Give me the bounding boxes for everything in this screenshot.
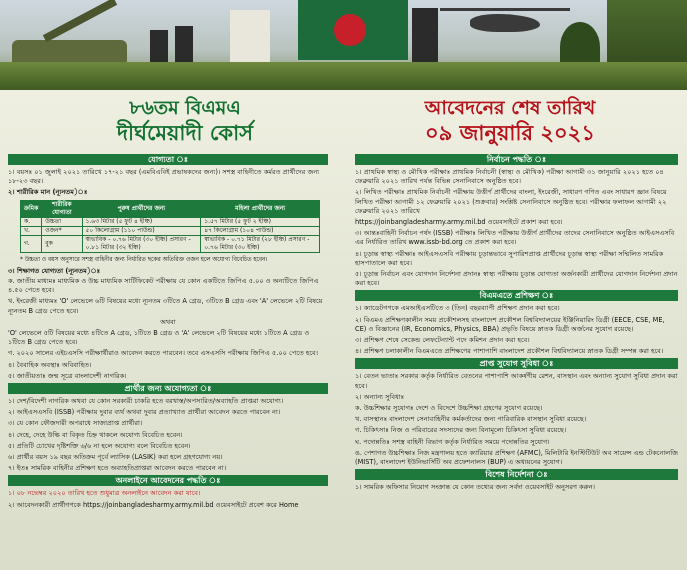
deadline-date: ০৯ জানুয়ারি ২০২১ (425, 121, 595, 145)
table-header: পুরুষ প্রার্থীদের জন্য (82, 200, 201, 217)
disqualification-item: ৪। দেহে, দেহে উল্কি বা বিকৃত চিহ্ন থাকলে অযোগ্য বিবেচিত হবেন। (8, 430, 183, 439)
benefit-salary: ১। বেতন ভাতাঃ সরকার কর্তৃক নির্ধারিত বেতনের পাশাপাশি আকর্ষণীয় রেশন, বাসস্থান এবং অন্যান্য সুযোগ সুবিধা প্রদান করা হবে। (355, 372, 678, 390)
selection-result-url: https://joinbangladesharmy.army.mil.bd ওয়েবসাইটে প্রকাশ করা হবে। (355, 218, 563, 227)
education-hsc-note: গ. ২০২০ সালের এইচএসসি পরীক্ষার্থীরাও আবেদন করতে পারবেন। তবে এসএসসি পরীক্ষায় জিপিএ ৫.০০ পেতে হবে। (8, 349, 319, 358)
disqualification-item: ৬। প্রার্থীর বয়স ১৯ বছর অতিক্রম পূর্বে ল্যাসিক (LASIK) করা হলে গ্রহণযোগ্য নয়। (8, 453, 223, 462)
table-header: শারীরিক যোগ্যতা (42, 200, 82, 217)
disqualification-item: ৭। ইতঃ সামরিক বাহিনীর প্রশিক্ষণ হতে অব্যাহতিপ্রাপ্তরা আবেদন করতে পারবেন না। (8, 464, 227, 473)
selection-final: ৫। চূড়ান্ত নির্বাচন এবং যোগদান নির্দেশনা প্রদানঃ স্বাস্থ্য পরীক্ষায় চূড়ান্ত যোগ্যতা অর্জনকারী প্রার্থীদের যোগদান নির্দেশনা প্রদান করা হবে। (355, 270, 678, 288)
table-cell: ওজন* (42, 226, 82, 235)
table-cell: খ. (21, 226, 42, 235)
nationality: ৫। জাতীয়তাঃ জন্ম সূত্রে বাংলাদেশী নাগরিক। (8, 371, 127, 380)
physical-standard-table (20, 200, 320, 253)
benefit-item: খ. বাসস্থানঃ বাংলাদেশ সেনাবাহিনীর কর্মকর্তাদের জন্য পারিবারিক বাসস্থান সুবিধা রয়েছে। (355, 415, 587, 424)
course-title-line1: ৮৬তম বিএমএ (129, 97, 241, 119)
table-header-row (21, 200, 320, 217)
table-cell: ৪৭ কিলোগ্রাম (১০৪ পাউন্ড) (201, 226, 320, 235)
table-cell: ১.৬৩ মিটার (৫ ফুট ৪ ইঞ্চি) (82, 217, 201, 226)
physical-standard-label: ২। শারীরিক মান (ন্যূনতম)ঃ (8, 188, 88, 197)
table-row (21, 235, 320, 252)
benefit-item: ঘ. পদোন্নতিঃ সশস্ত্র বাহিনী বিভাগ কর্তৃক নির্ধারিত সময়ে পদোন্নতির সুযোগ। (355, 437, 550, 446)
selection-written: ২। লিখিত পরীক্ষাঃ প্রাথমিক নির্বাচনী পরীক্ষায় উত্তীর্ণ প্রার্থীদের বাংলা, ইংরেজী, সাধারণ গণিত এবং সাধারণ জ্ঞান বিষয়ে লিখিত পরীক্ষা আগামী ১২ ফেব্রুয়ারি ২০২১ (শুক্রবার) সংশ্লিষ্ট সেনানিবাসে অনুষ্ঠিত হবে। পরীক্ষার ফলাফল আগামী ২২ ফেব্রুয়ারি ২০২১ তারিখে (355, 188, 667, 215)
table-cell: স্বাভাবিক - ০.৭৬ মিটার (৩০ ইঞ্চি) প্রসারণ - ০.৮১ মিটার (৩২ ইঞ্চি) (82, 235, 201, 252)
section-header-eligibility: যোগ্যতা ঃ (8, 154, 328, 165)
course-title (50, 96, 320, 146)
disqualification-item: ৩। যে কোন ফৌজদারী অপরাধে সাজাপ্রাপ্ত প্রার্থীরা। (8, 419, 143, 428)
apply-website: ২। আবেদনকারী প্রার্থীগণকে https://joinbangladesharmy.army.mil.bd ওয়েবসাইটে প্রবেশ করে Home (8, 500, 299, 509)
education-english-alt: 'O' লেভেলে ৫টি বিষয়ের মধ্যে ৪টিতে A গ্রেড, ১টিতে B গ্রেড ও 'A' লেভেলে ২টি বিষয়ের মধ্যে ১টিতে A গ্রেড ও ১টিতে B গ্রেড পেতে হবে। (8, 329, 310, 347)
education-national: ক. জাতীয় মাধ্যমঃ মাধ্যমিক ও উচ্চ মাধ্যমিক সার্টিফিকেট পরীক্ষায় যে কোন একটিতে জিপিএ ৫.০০ ও অন্যটিতে জিপিএ ৪.৫০ পেতে হবে। (8, 277, 319, 295)
deadline-title (375, 96, 645, 146)
table-cell: ক. (21, 217, 42, 226)
table-cell: ৫০ কিলোগ্রাম (১১০ পাউন্ড) (82, 226, 201, 235)
table-row (21, 217, 320, 226)
table-cell: উচ্চতা (42, 217, 82, 226)
header-banner (0, 0, 687, 90)
apply-start-date: ১। ০৮ নভেম্বর ২০২০ তারিখ হতে শুধুমাত্র অনলাইনে আবেদন করা যাবে। (8, 489, 201, 498)
section-header-online-apply: অনলাইনে আবেদনের পদ্ধতি ঃ (8, 475, 328, 486)
selection-final-medical: ৪। চূড়ান্ত স্বাস্থ্য পরীক্ষাঃ আইএসএসবি পরীক্ষায় চূড়ান্তভাবে সুপারিশপ্রাপ্ত প্রার্থীদের চূড়ান্ত স্বাস্থ্য পরীক্ষা সম্মিলিত সামরিক হাসপাতালে করা হবে। (355, 249, 664, 267)
section-header-training: বিএমএতে প্রশিক্ষণ ঃ (355, 290, 678, 301)
disqualification-item: ১। দেশ/বিদেশী নাগরিক অথবা যে কোন সরকারী চাকরি হতে বরখাস্ত/অপসারিত/অব্যাহতি প্রাপ্তরা অযোগ্য। (8, 397, 284, 406)
left-column (8, 152, 328, 512)
special-instruction-item: ১। সামরিক অফিসার নিয়োগ সংক্রান্ত যে কোন তথ্যের জন্য সর্বদা ওয়েবসাইট অনুসরণ করুন। (355, 483, 596, 492)
table-cell: স্বাভাবিক - ০.৭১ মিটার (২৮ ইঞ্চি) প্রসারণ - ০.৭৬ মিটার (৩০ ইঞ্চি) (201, 235, 320, 252)
benefit-item: ঙ. পেশাগত উচ্চশিক্ষাঃ নিজ মন্ত্রণালয় হতে ক্যারিয়ার প্রশিক্ষণ (AFMC), মিলিটারি ইনস্টিটিউট অব সায়েন্স এন্ড টেকনোলজি (MIST), বাংলাদেশ ইউনিভার্সিটি অব প্রফেশনালস (BUP) এ অধ্যয়নের সুযোগ। (355, 448, 679, 467)
helicopter-rotor (440, 8, 570, 11)
training-item: ২। বিএমএ প্রশিক্ষণকালীন সময় প্রকৌশলসহ বাংলাদেশ প্রকৌশল বিশ্ববিদ্যালয়ের ইঞ্জিনিয়ারিং ডিগ্রী (EECE, CSE, ME, CE) ও বিজ্ঞানের (IR, Economics, Physics, BBA) প্রভৃতি বিষয়ে স্নাতক ডিগ্রী অর্জনের সুযোগ রয়েছে। (355, 315, 665, 333)
bangladesh-flag (298, 0, 408, 60)
training-item: ৪। প্রশিক্ষণ চলাকালীন বিএমএতে প্রশিক্ষণের পাশাপাশি বাংলাদেশ প্রকৌশল বিশ্ববিদ্যালয়ে স্নাতক ডিগ্রী সম্পন্ন করা হবে। (355, 347, 664, 356)
benefit-item: ক. উচ্চশিক্ষার সুযোগঃ দেশে ও বিদেশে উচ্চশিক্ষা গ্রহণের সুযোগ রয়েছে। (355, 404, 543, 413)
section-header-special-instructions: বিশেষ নির্দেশনা ঃ (355, 469, 678, 480)
training-item: ৩। প্রশিক্ষণ শেষে সেকেন্ড লেফটেন্যান্ট পদে কমিশন প্রদান করা হবে। (355, 336, 530, 345)
benefit-other-label: ২। অন্যান্য সুবিধাঃ (355, 392, 405, 401)
benefit-item: গ. চিকিৎসাঃ নিজ ও পরিবারের সদস্যদের জন্য বিনামূল্যে চিকিৎসা সুবিধা রয়েছে। (355, 426, 567, 435)
table-note: * উচ্চতা ও বয়স অনুসারে সশস্ত্র বাহিনীর জন্য নির্ধারিত ছকের অতিরিক্ত ওজন হলে অযোগ্য বিবেচিত হবেন। (20, 256, 268, 263)
disqualification-item: ৫। প্রতিটি চোখের দৃষ্টিশক্তি ৬/৬ না হলে অযোগ্য বলে বিবেচিত হবেন। (8, 441, 191, 450)
education-or: অথবা (160, 317, 176, 326)
table-header: মহিলা প্রার্থীদের জন্য (201, 200, 320, 217)
marital-status: ৪। বৈবাহিক অবস্থাঃ অবিবাহিত। (8, 360, 92, 369)
table-header: ক্রমিক (21, 200, 42, 217)
grass-strip (0, 62, 687, 90)
section-header-selection: নির্বাচন পদ্ধতি ঃ (355, 154, 678, 165)
age-requirement: ১। বয়সঃ ০১ জুলাই ২০২১ তারিখে ১৭-২১ বছর (এমবিএবিই প্রভাষকদের জন্য)। সশস্ত্র বাহিনীতে কর্মরত প্রার্থীদের জন্য ১৮-২৩ বছর। (8, 168, 320, 186)
selection-medical: ১। প্রাথমিক স্বাস্থ্য ও মৌখিক পরীক্ষাঃ প্রাথমিক নির্বাচনী (স্বাস্থ্য ও মৌখিক) পরীক্ষা আগামী ৩১ জানুয়ারি ২০২১ হতে ০৪ ফেব্রুয়ারি ২০২১ তারিখ পর্যন্ত বিভিন্ন সেনানিবাসে অনুষ্ঠিত হবে। (355, 168, 664, 186)
table-cell: ১.৫৭ মিটার (৫ ফুট ২ ইঞ্চি) (201, 217, 320, 226)
section-header-disqualification: প্রার্থীর জন্য অযোগ্যতা ঃ (8, 383, 328, 394)
missile-launcher-graphic (43, 0, 117, 42)
table-cell: বুক (42, 235, 82, 252)
flag-red-disc (334, 14, 366, 46)
section-header-benefits: প্রাপ্ত সুযোগ সুবিধা ঃ (355, 358, 678, 369)
training-item: ১। ক্যাডেটগণকে এমআইএসটিতে ৩ (তিন) বছরব্যাপী প্রশিক্ষণ প্রদান করা হবে। (355, 304, 560, 313)
selection-issb: ৩। আন্তঃবাহিনী নির্বাচন পর্ষদ (ISSB) পরীক্ষাঃ লিখিত পরীক্ষায় উত্তীর্ণ প্রার্থীদের তাদের সেনানিবাসে অনুষ্ঠিত আইএসএসবি এর নির্ধারিত তারিখ www.issb-bd.org তে প্রকাশ করা হবে। (355, 229, 675, 247)
deadline-label: আবেদনের শেষ তারিখ (424, 97, 596, 119)
right-column (355, 152, 678, 494)
helicopter-graphic (470, 14, 540, 32)
table-row (21, 226, 320, 235)
disqualification-item: ২। আইএসএসবি (ISSB) পরীক্ষায় দুবার ব্যর্থ অথবা দুবার প্রত্যাখ্যাত প্রার্থীরা আবেদন করতে পারবেন না। (8, 408, 281, 417)
table-cell: গ. (21, 235, 42, 252)
education-english: খ. ইংরেজী মাধ্যমঃ 'O' লেভেলে ৬টি বিষয়ের মধ্যে ন্যূনতম ৩টিতে A গ্রেড, ৩টিতে B গ্রেড এবং 'A' লেভেলে ২টি বিষয়ে ন্যূনতম B গ্রেড পেতে হবে। (8, 297, 323, 315)
course-title-line2: দীর্ঘমেয়াদী কোর্স (116, 121, 254, 145)
education-label: ৩। শিক্ষাগত যোগ্যতা (ন্যূনতম)ঃ (8, 266, 101, 275)
